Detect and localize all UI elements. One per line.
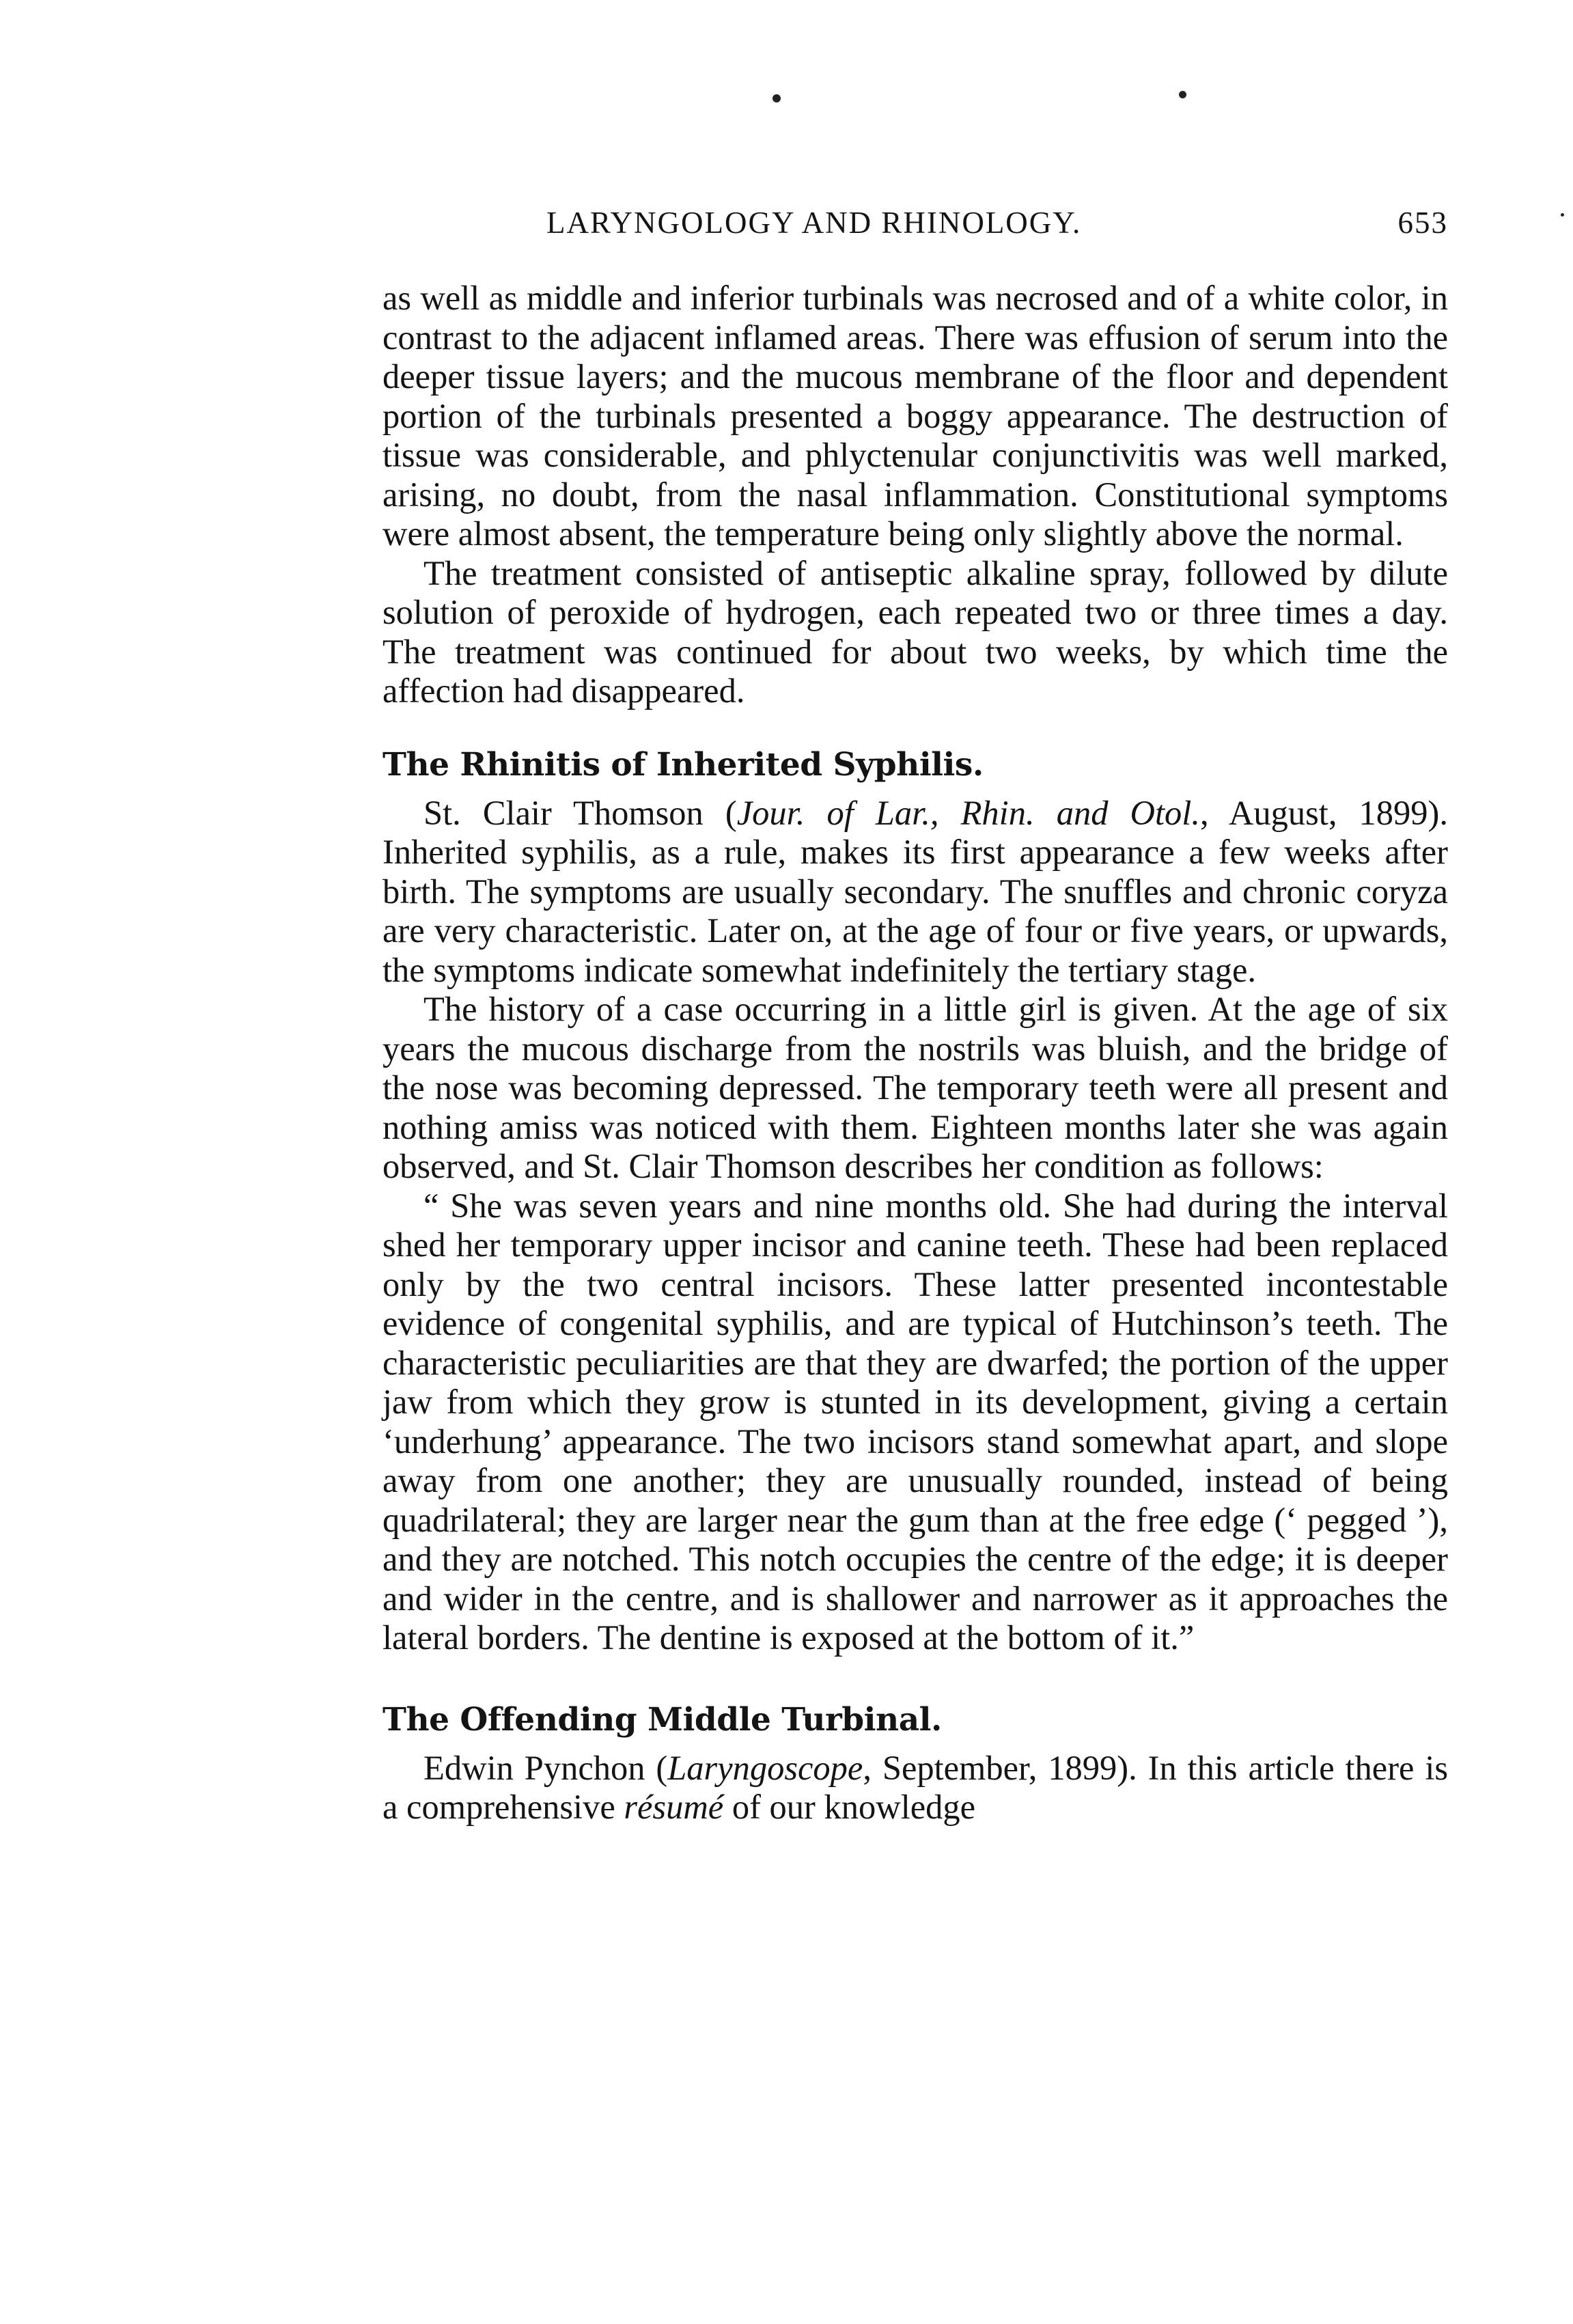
journal-title: Jour. of Lar., Rhin. and Otol.: [736, 793, 1200, 832]
journal-title: Laryngoscope: [667, 1748, 863, 1787]
running-head-title: LARYNGOLOGY AND RHINOLOGY.: [546, 206, 1082, 240]
running-head: [382, 205, 1448, 246]
italic-term: résumé: [624, 1788, 724, 1826]
paragraph: The treatment consisted of antiseptic alkaline spray, followed by dilute solution of peroxide of hydrogen, each repeated two or three times a day. The treatment was continued for about two weeks, by which time the affection had disappeared.: [382, 553, 1448, 710]
quotation: “ She was seven years and nine months old. She had during the interval shed her temporary upper incisor and canine teeth. These had been replaced only by the two central incisors. These latter presented incontestable evidence of congenital syphilis, and are typical of Hutchinson’s teeth. The characteristic peculiarities are that they are dwarfed; the portion of the upper jaw from which they grow is stunted in its development, giving a certain ‘underhung’ appearance. The two incisors stand somewhat apart, and slope away from one another; they are unusually rounded, instead of being quadrilateral; they are larger near the gum than at the free edge (‘ pegged ’), and they are notched. This notch occupies the centre of the edge; it is deeper and wider in the centre, and is shallower and narrower as it approaches the lateral borders. The dentine is exposed at the bottom of it.”: [382, 1186, 1448, 1657]
citation-author: Edwin Pynchon (: [423, 1748, 668, 1787]
section-heading: The Rhinitis of Inherited Syphilis.: [382, 745, 984, 784]
page-body: [382, 279, 1448, 1827]
print-speck: [772, 94, 781, 102]
page-number: 653: [1397, 206, 1448, 240]
paragraph-text: , August, 1899). Inherited syphilis, as a rule, makes its first appearance a few weeks after birth. The symptoms are usually secondary. The snuffles and chronic coryza are very characteristic. Later on, at the age of four or five years, or upwards, the symptoms indicate somewhat indefinitely the tertiary stage.: [382, 793, 1448, 989]
section-heading: The Offending Middle Turbinal.: [382, 1700, 942, 1739]
paragraph-text: of our knowledge: [723, 1788, 976, 1826]
paragraph: [382, 1749, 1448, 1827]
citation-author: St. Clair Thomson (: [423, 793, 737, 832]
paragraph: as well as middle and inferior turbinals was necrosed and of a white color, in contrast to the adjacent inflamed areas. There was effusion of serum into the deeper tissue layers; and the mucous membrane of the floor and dependent portion of the turbinals presented a boggy appearance. The destruction of tissue was considerable, and phlyctenular conjunctivitis was well marked, arising, no doubt, from the nasal inflammation. Constitutional symptoms were almost absent, the temperature being only slightly above the normal.: [382, 279, 1448, 553]
paragraph: The history of a case occurring in a little girl is given. At the age of six years the mucous discharge from the nostrils was bluish, and the bridge of the nose was becoming depressed. The temporary teeth were all present and nothing amiss was noticed with them. Eighteen months later she was again observed, and St. Clair Thomson describes her condition as follows:: [382, 990, 1448, 1185]
print-speck: [1561, 213, 1564, 217]
paragraph-text: , September, 1899). In this article there is a comprehensive: [382, 1748, 1448, 1826]
print-speck: [1179, 91, 1186, 98]
paragraph: [382, 794, 1448, 991]
